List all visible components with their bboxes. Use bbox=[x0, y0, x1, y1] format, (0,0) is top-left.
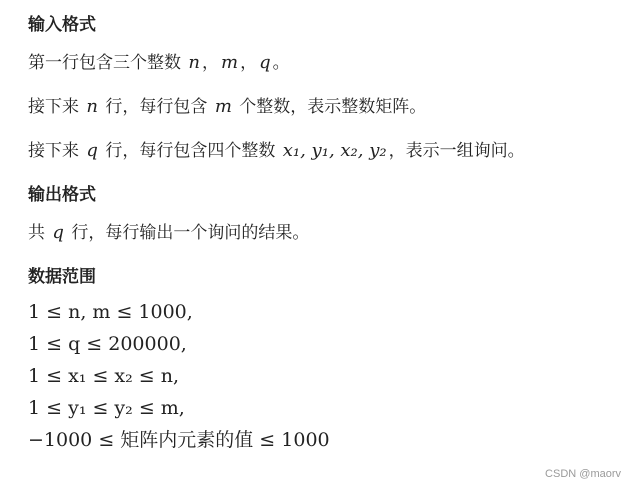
range-line-n-m: 1 ≤ n, m ≤ 1000, bbox=[28, 301, 193, 323]
input-line-3 bbox=[28, 136, 618, 166]
input-line-2-mid: 行，每行包含 bbox=[105, 97, 208, 117]
input-line-1 bbox=[28, 48, 618, 78]
input-line-1-suffix: 。 bbox=[272, 53, 290, 73]
input-line-1-prefix: 第一行包含三个整数 bbox=[28, 53, 181, 73]
var-n: n bbox=[86, 96, 98, 117]
var-m: m bbox=[221, 52, 239, 73]
range-line-value: −1000 ≤ 矩阵内元素的值 ≤ 1000 bbox=[28, 429, 330, 451]
query-vars: x₁, y₁, x₂, y₂ bbox=[282, 140, 387, 161]
separator: ， bbox=[240, 53, 258, 73]
output-format-heading: 输出格式 bbox=[28, 185, 96, 205]
var-q: q bbox=[86, 140, 98, 161]
data-range-heading: 数据范围 bbox=[28, 267, 96, 287]
input-line-2-suffix: 个整数，表示整数矩阵。 bbox=[239, 97, 427, 117]
range-line-x: 1 ≤ x₁ ≤ x₂ ≤ n, bbox=[28, 365, 180, 387]
output-line-1 bbox=[28, 218, 618, 248]
input-line-3-suffix: ，表示一组询问。 bbox=[388, 141, 525, 161]
var-q: q bbox=[52, 222, 64, 243]
separator: ， bbox=[202, 53, 219, 73]
output-line-1-suffix: 行，每行输出一个询问的结果。 bbox=[71, 223, 310, 243]
var-m: m bbox=[214, 96, 232, 117]
input-format-heading: 输入格式 bbox=[28, 15, 96, 35]
input-line-2-prefix: 接下来 bbox=[28, 97, 79, 117]
problem-statement bbox=[28, 10, 618, 456]
range-line-y: 1 ≤ y₁ ≤ y₂ ≤ m, bbox=[28, 397, 185, 419]
input-line-2 bbox=[28, 92, 618, 122]
output-line-1-prefix: 共 bbox=[28, 223, 45, 243]
range-line-q: 1 ≤ q ≤ 200000, bbox=[28, 333, 187, 355]
var-q: q bbox=[259, 52, 271, 73]
var-n: n bbox=[188, 52, 200, 73]
input-line-3-prefix: 接下来 bbox=[28, 141, 79, 161]
input-line-3-mid: 行，每行包含四个整数 bbox=[105, 141, 276, 161]
watermark: CSDN @maorv bbox=[545, 468, 621, 480]
